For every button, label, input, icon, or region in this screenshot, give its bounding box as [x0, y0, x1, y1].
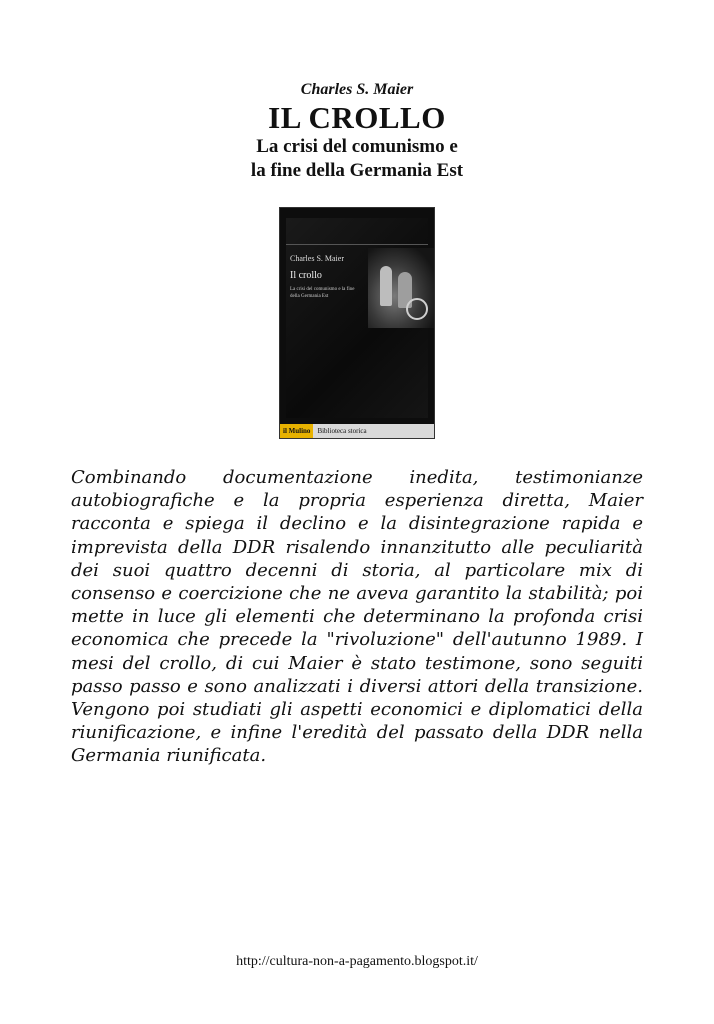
cover-title: Il crollo — [290, 270, 322, 281]
book-subtitle-line-2: la fine della Germania Est — [250, 160, 464, 181]
cover-photo-bicycle-wheel — [406, 298, 428, 320]
author-name: Charles S. Maier — [300, 81, 414, 98]
cover-photo-figure — [380, 266, 392, 306]
book-cover-image — [279, 207, 435, 439]
cover-author: Charles S. Maier — [290, 254, 344, 263]
cover-photo — [368, 248, 434, 328]
book-header — [0, 80, 714, 183]
cover-publisher: il Mulino — [280, 424, 313, 438]
book-description: Combinando documentazione inedita, testimonianze autobiografiche e la propria esperienza diretta, Maier racconta e spiega il declino e la disintegrazione rapida e imprevista della DDR risalendo innanzitutto alle peculiarità dei suoi quattro decenni di storia, al particolare mix di consenso e coercizione che ne aveva garantito la stabilità; poi mette in luce gli elementi che determinano la profonda crisi economica che precede la "rivoluzione" dell'autunno 1989. I mesi del crollo, di cui Maier è stato testimone, sono seguiti passo passo e sono analizzati i diversi attori della transizione. Vengono poi studiati gli aspetti economici e diplomatici della riunificazione, e infine l'eredità del passato della DDR nella Germania riunificata. — [71, 467, 643, 767]
footer-url[interactable]: http://cultura-non-a-pagamento.blogspot.it/ — [236, 954, 478, 969]
cover-subtitle: La crisi del comunismo e la fine della Germania Est — [290, 287, 355, 299]
cover-footer-band — [280, 424, 434, 438]
cover-rule — [286, 244, 428, 245]
cover-series: Biblioteca storica — [317, 427, 367, 435]
book-subtitle-line-1: La crisi del comunismo e — [256, 136, 458, 157]
book-title: IL CROLLO — [268, 100, 446, 135]
